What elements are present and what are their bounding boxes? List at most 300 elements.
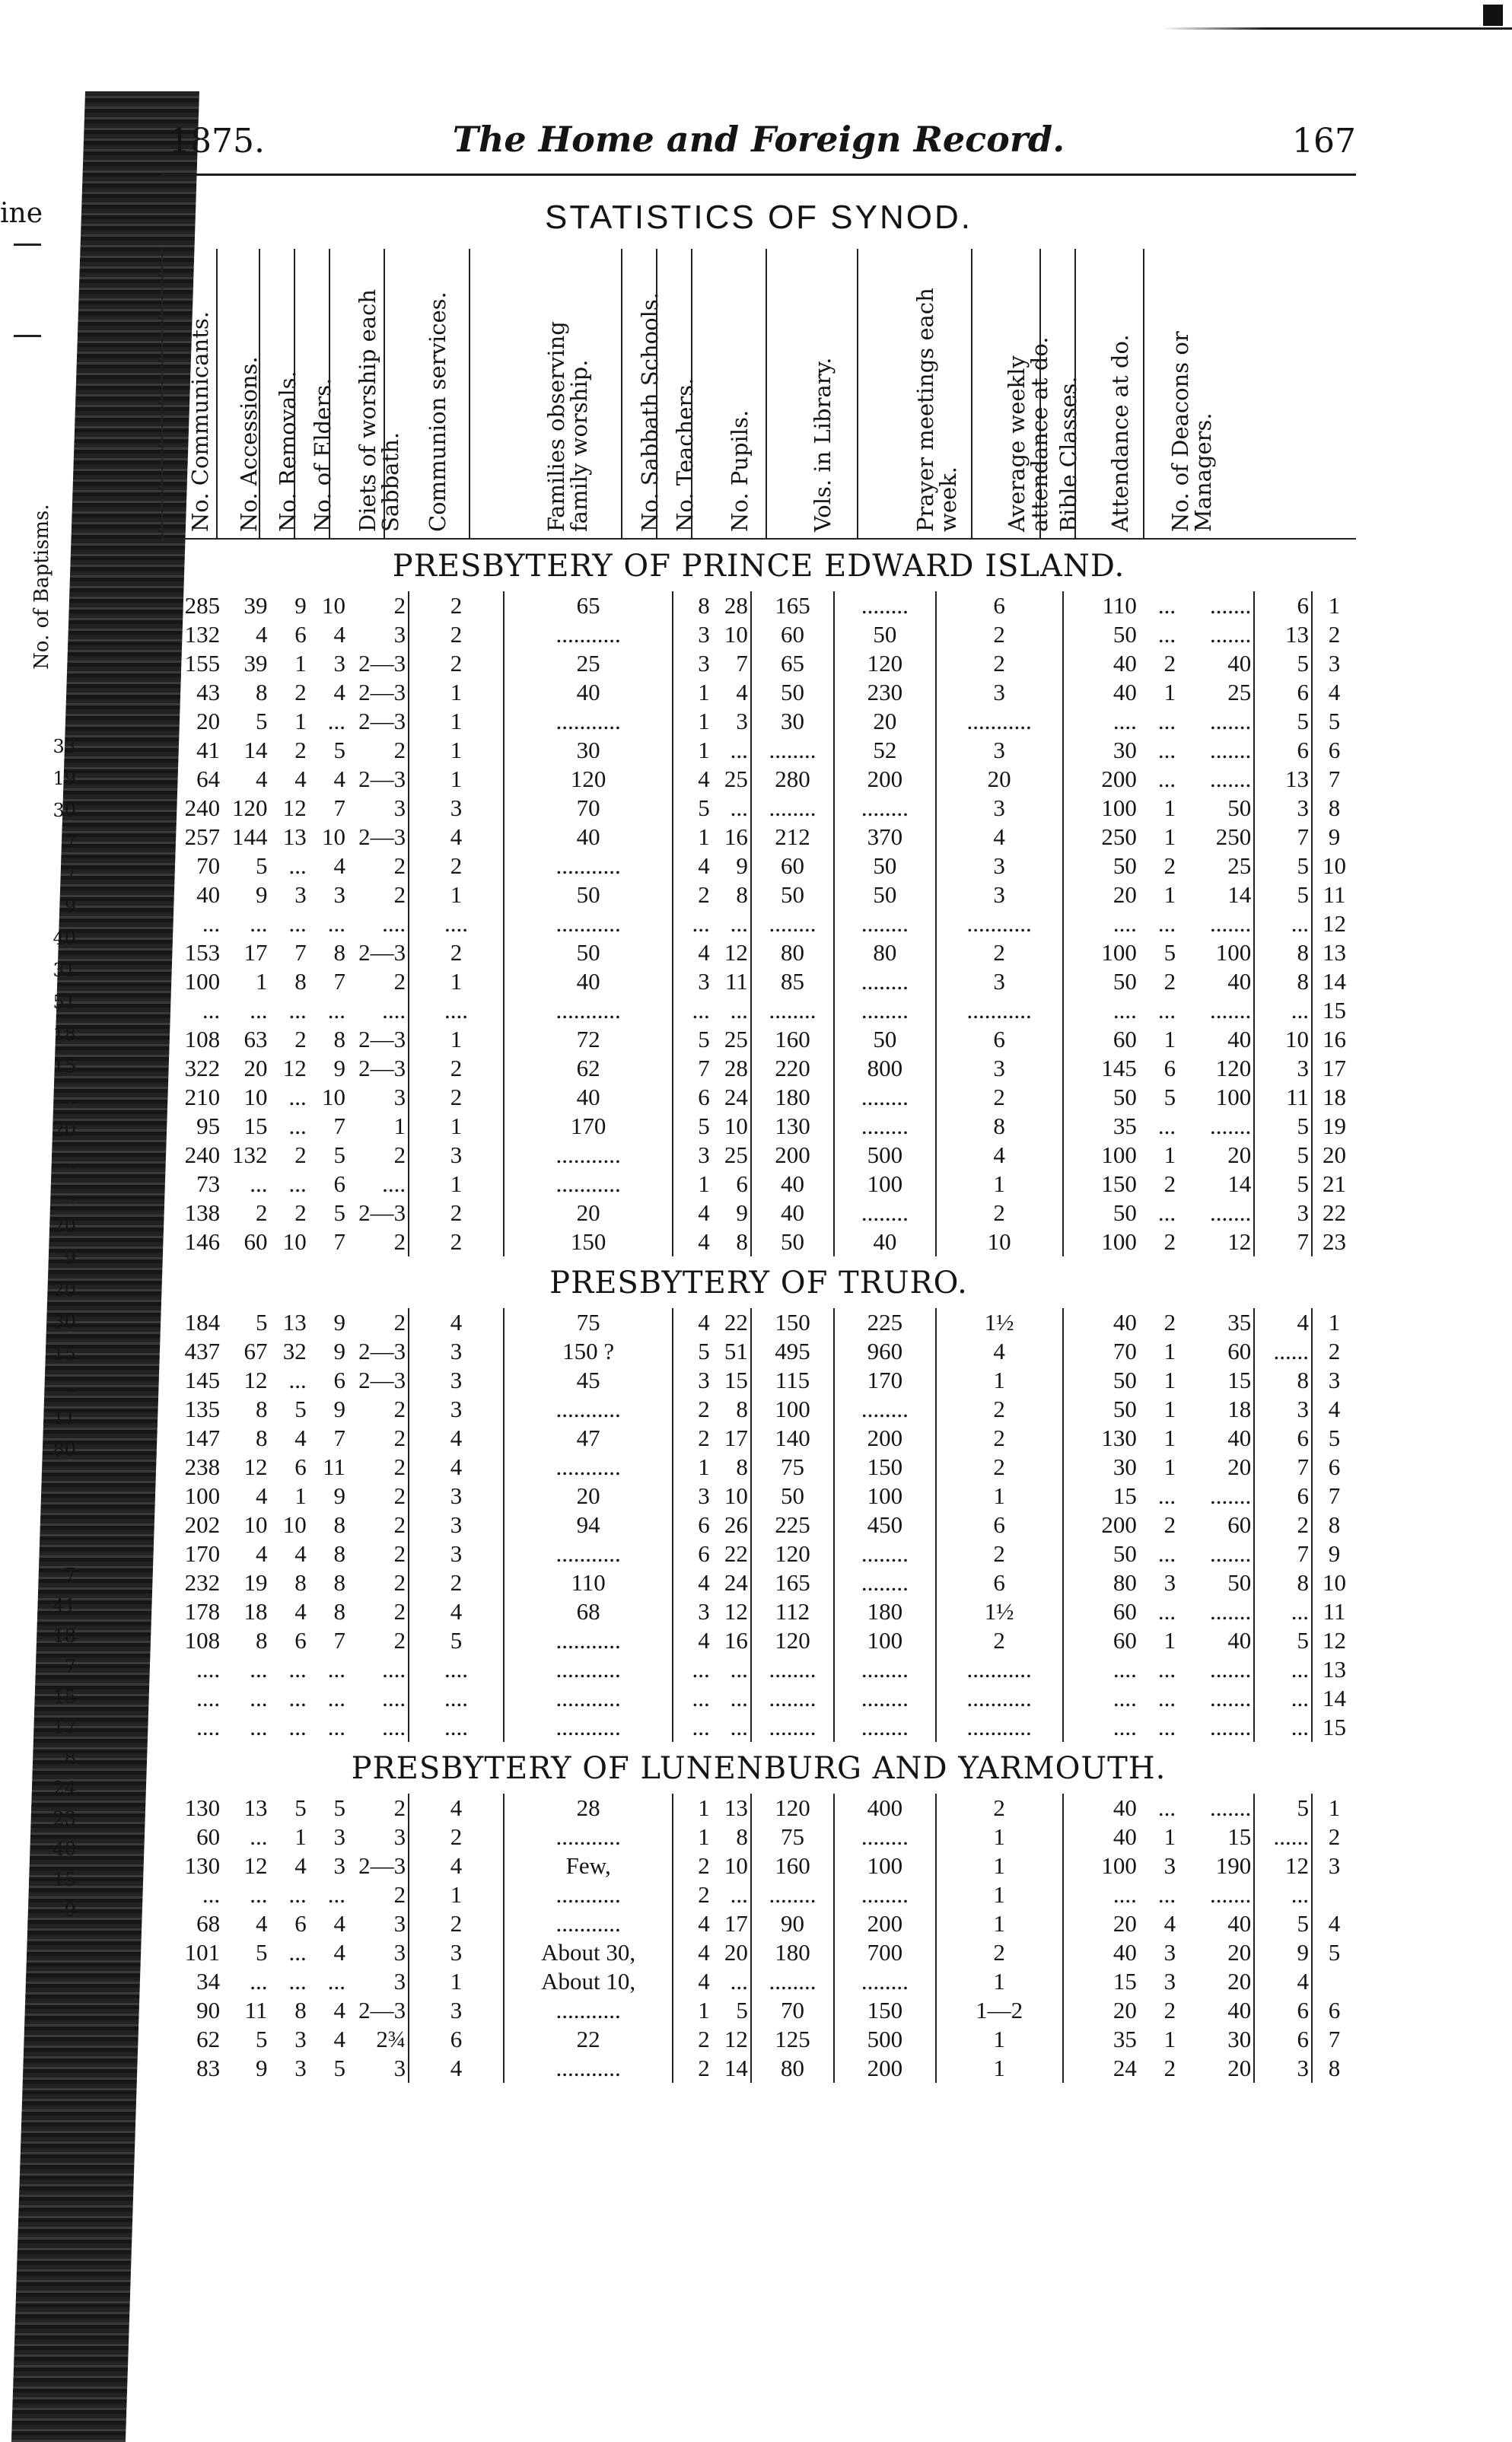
table-cell: 1 (936, 1823, 1063, 1851)
adjacent-page-fragment (0, 0, 84, 2442)
table-cell: ... (673, 909, 711, 938)
table-cell: 100 (834, 1482, 936, 1511)
table-cell: 10 (321, 1084, 345, 1110)
table-cell: 210 (184, 1084, 221, 1110)
table-cell: 1 (936, 1909, 1063, 1938)
margin-number: 20 (53, 1279, 76, 1301)
table-cell: 100 (1063, 938, 1139, 967)
row-number: 4 (1312, 678, 1356, 707)
table-cell: 4 (1254, 1308, 1312, 1337)
table-cell: .... (382, 1170, 406, 1197)
table-cell: 4 (673, 1626, 711, 1655)
table-cell: ....... (1210, 1113, 1252, 1139)
column-heading-text: Attendance at do. (1107, 334, 1133, 532)
table-cell: ... (1254, 996, 1312, 1025)
table-cell: 1 (409, 707, 504, 736)
table-cell: 3 (673, 1141, 711, 1170)
table-cell: 51 (724, 1338, 748, 1364)
table-cell: 8 (256, 1396, 268, 1422)
table-cell: 2 (673, 2025, 711, 2054)
table-cell: 2 (409, 852, 504, 880)
table-cell: 50 (834, 880, 936, 909)
table-cell: 9 (294, 592, 307, 619)
presbytery-heading: PRESBYTERY OF TRURO. (549, 1266, 968, 1301)
table-cell: 65 (504, 591, 673, 620)
table-cell: ........ (751, 1655, 834, 1684)
table-cell: 18 (244, 1598, 268, 1625)
table-cell: ....... (1210, 1199, 1252, 1226)
table-row (161, 1511, 1356, 1539)
table-cell: 1 (936, 2025, 1063, 2054)
table-cell: 200 (834, 1424, 936, 1453)
table-cell: 3 (1254, 794, 1312, 823)
table-cell: 50 (1063, 1366, 1139, 1395)
table-cell: .... (382, 1714, 406, 1740)
table-cell: 60 (1227, 1511, 1252, 1538)
table-cell: 7 (333, 968, 345, 995)
table-cell: 5 (333, 2055, 345, 2081)
scan-edge-top (1162, 0, 1512, 32)
margin-number: 30 (53, 800, 76, 821)
running-head (161, 114, 1356, 167)
table-cell: 63 (244, 1026, 268, 1052)
row-number: 3 (1312, 1366, 1356, 1395)
table-cell: 5 (673, 1025, 711, 1054)
table-cell: .... (409, 1684, 504, 1713)
adjacent-column-values-lower (53, 1560, 76, 1925)
table-cell: 41 (196, 737, 221, 763)
table-cell: 5 (294, 1396, 307, 1422)
table-cell: 3 (936, 736, 1063, 765)
table-cell: 5 (1163, 1084, 1176, 1110)
table-cell: ....... (1210, 1656, 1252, 1683)
table-cell: 40 (1063, 649, 1139, 678)
table-cell: 212 (751, 823, 834, 852)
table-cell: 100 (1215, 939, 1252, 966)
table-cell: 120 (1215, 1055, 1252, 1081)
table-cell: 3 (409, 1482, 504, 1511)
table-cell: 6 (409, 2025, 504, 2054)
margin-number: 18 (53, 1625, 76, 1647)
table-cell: 3 (409, 1366, 504, 1395)
table-cell: 50 (1063, 1395, 1139, 1424)
table-cell: 3 (673, 1482, 711, 1511)
table-cell: 15 (1063, 1482, 1139, 1511)
row-number: 16 (1312, 1025, 1356, 1054)
table-cell: ... (327, 708, 345, 734)
table-cell: 3 (936, 967, 1063, 996)
table-cell: 28 (504, 1794, 673, 1823)
table-cell: 2 (393, 1425, 406, 1451)
row-number: 10 (1312, 1568, 1356, 1597)
column-heading (384, 249, 470, 538)
table-cell: 2 (673, 1851, 711, 1880)
table-cell: ........ (834, 1684, 936, 1713)
table-cell: 100 (1215, 1084, 1252, 1110)
table-cell: .... (409, 1713, 504, 1742)
table-cell: 75 (504, 1308, 673, 1337)
table-cell: 2 (393, 1794, 406, 1821)
table-cell: 50 (834, 620, 936, 649)
table-cell: ........... (504, 1170, 673, 1199)
table-cell: ... (673, 996, 711, 1025)
table-cell: 3 (936, 678, 1063, 707)
table-cell: 165 (751, 591, 834, 620)
table-cell: 8 (736, 1823, 748, 1850)
table-cell: 28 (724, 1055, 748, 1081)
table-cell: .... (196, 1685, 221, 1711)
table-cell: 2—3 (358, 1026, 406, 1052)
table-cell: 7 (333, 1425, 345, 1451)
table-cell: 8 (256, 1627, 268, 1654)
table-cell: 40 (504, 823, 673, 852)
table-cell: 8 (1254, 938, 1312, 967)
table-row (161, 1996, 1356, 2025)
table-cell: 2 (294, 737, 307, 763)
table-cell: 40 (1063, 1794, 1139, 1823)
section-title: STATISTICS OF SYNOD. (545, 199, 972, 236)
column-heading-text: No. Communicants. (187, 311, 213, 532)
column-heading-text: No. Accessions. (236, 356, 262, 532)
table-cell: 50 (834, 1025, 936, 1054)
statistics-table (161, 591, 1356, 1256)
table-cell: 10 (282, 1228, 307, 1255)
table-cell: 2—3 (358, 1055, 406, 1081)
table-cell: 4 (256, 766, 268, 792)
table-cell: ........ (834, 591, 936, 620)
table-cell: .... (382, 1656, 406, 1683)
table-cell: ........ (751, 1713, 834, 1742)
table-cell: 5 (1254, 1794, 1312, 1823)
table-row (161, 1453, 1356, 1482)
table-cell: 1 (294, 650, 307, 677)
row-number: 3 (1312, 649, 1356, 678)
table-cell: ... (250, 1968, 268, 1995)
table-cell: 2 (393, 1453, 406, 1480)
table-cell: 3 (673, 649, 711, 678)
table-cell: 8 (333, 1511, 345, 1538)
table-cell: 10 (1254, 1025, 1312, 1054)
table-cell: ........ (751, 1967, 834, 1996)
table-cell: ... (288, 852, 307, 879)
table-cell: ... (202, 997, 221, 1024)
table-cell: 7 (1254, 823, 1312, 852)
margin-number: 18 (53, 1024, 76, 1045)
table-cell: 8 (294, 1997, 307, 2023)
table-cell: ........ (834, 1967, 936, 1996)
table-cell: ........... (504, 2054, 673, 2083)
table-cell: ........... (504, 1823, 673, 1851)
table-cell: 16 (724, 823, 748, 850)
table-cell: ........... (504, 1626, 673, 1655)
table-cell: 4 (1163, 1910, 1176, 1937)
row-number: 3 (1312, 1851, 1356, 1880)
table-cell: ... (1157, 621, 1176, 648)
table-cell: 2 (294, 1199, 307, 1226)
table-cell: 6 (1254, 1482, 1312, 1511)
row-number: 23 (1312, 1227, 1356, 1256)
table-cell: ... (673, 1655, 711, 1684)
table-cell: 1 (673, 823, 711, 852)
row-number: 2 (1312, 620, 1356, 649)
row-number: 21 (1312, 1170, 1356, 1199)
table-cell: 40 (1227, 650, 1252, 677)
table-row (161, 996, 1356, 1025)
table-cell: 180 (834, 1597, 936, 1626)
table-cell: 8 (736, 1396, 748, 1422)
table-cell: 1 (936, 1967, 1063, 1996)
table-cell: .... (1063, 707, 1139, 736)
table-cell: 28 (724, 592, 748, 619)
table-cell: ... (673, 1684, 711, 1713)
table-cell: 20 (504, 1482, 673, 1511)
table-cell: 5 (673, 1337, 711, 1366)
table-cell: 5 (294, 1794, 307, 1821)
table-cell: ........... (936, 1713, 1063, 1742)
table-cell: 2 (936, 938, 1063, 967)
table-cell: ........... (504, 620, 673, 649)
table-cell: 3 (936, 1054, 1063, 1083)
table-cell: 3 (673, 1366, 711, 1395)
table-cell: .... (409, 996, 504, 1025)
table-cell: 1 (409, 880, 504, 909)
table-cell: 6 (1254, 678, 1312, 707)
row-number: 19 (1312, 1112, 1356, 1141)
table-cell: 6 (673, 1539, 711, 1568)
table-cell: 10 (724, 1113, 748, 1139)
table-cell: 8 (333, 1598, 345, 1625)
table-cell: ... (1157, 1540, 1176, 1567)
table-cell: 2 (1254, 1511, 1312, 1539)
table-cell: ........ (834, 1568, 936, 1597)
table-cell: 2¾ (376, 2026, 406, 2052)
row-number: 18 (1312, 1083, 1356, 1112)
table-cell: ........ (834, 909, 936, 938)
table-cell: 130 (184, 1794, 221, 1821)
table-row (161, 852, 1356, 880)
table-cell: 50 (751, 678, 834, 707)
table-cell: 3 (409, 1511, 504, 1539)
table-cell: 60 (1063, 1626, 1139, 1655)
table-row (161, 2054, 1356, 2083)
table-cell: 232 (184, 1569, 221, 1596)
table-cell: ... (288, 1113, 307, 1139)
column-heading (656, 249, 698, 538)
table-cell: 700 (834, 1938, 936, 1967)
table-cell: ... (1157, 766, 1176, 792)
table-cell: 1 (1163, 1823, 1176, 1850)
table-cell: 800 (834, 1054, 936, 1083)
table-cell: 150 ? (504, 1337, 673, 1366)
table-cell: 1 (936, 1482, 1063, 1511)
table-cell: 9 (333, 1482, 345, 1509)
table-cell: 4 (409, 1424, 504, 1453)
table-cell: ........ (834, 1112, 936, 1141)
table-cell: 60 (751, 620, 834, 649)
margin-number: 31 (53, 960, 76, 981)
table-cell: 10 (244, 1084, 268, 1110)
table-cell: 13 (282, 823, 307, 850)
table-cell: 9 (736, 1199, 748, 1226)
table-cell: ... (730, 1881, 748, 1908)
table-cell: 170 (834, 1366, 936, 1395)
divider (14, 244, 41, 246)
table-cell: ........ (834, 1880, 936, 1909)
table-cell: 43 (196, 679, 221, 705)
table-cell: ... (288, 1656, 307, 1683)
table-cell: 2—3 (358, 823, 406, 850)
table-cell: ........... (504, 852, 673, 880)
table-cell: 2 (294, 1141, 307, 1168)
table-cell: 150 (504, 1227, 673, 1256)
table-cell: 1 (409, 967, 504, 996)
table-cell: 50 (1063, 1199, 1139, 1227)
column-heading (294, 249, 336, 538)
row-number: 17 (1312, 1054, 1356, 1083)
table-cell: 2 (936, 1794, 1063, 1823)
table-cell: ... (1157, 910, 1176, 937)
divider (14, 335, 41, 337)
row-number: 15 (1312, 1713, 1356, 1742)
table-cell: 4 (1254, 1967, 1312, 1996)
table-cell: 22 (504, 2025, 673, 2054)
table-cell: 40 (1227, 1627, 1252, 1654)
table-cell: 14 (1227, 881, 1252, 908)
table-cell: ... (1254, 1655, 1312, 1684)
table-cell: 9 (256, 2055, 268, 2081)
table-cell: 2 (936, 1539, 1063, 1568)
table-cell: 13 (1254, 620, 1312, 649)
table-cell: 70 (504, 794, 673, 823)
table-cell: 3 (294, 2055, 307, 2081)
table-cell: 2—3 (358, 1997, 406, 2023)
table-cell: 2—3 (358, 1199, 406, 1226)
table-cell: 7 (333, 794, 345, 821)
table-cell: ....... (1210, 621, 1252, 648)
table-cell: 14 (244, 737, 268, 763)
table-cell: 2—3 (358, 1852, 406, 1879)
table-cell: 5 (1254, 1170, 1312, 1199)
table-cell: 4 (673, 1568, 711, 1597)
table-cell: 3 (936, 852, 1063, 880)
table-cell: 2 (1163, 852, 1176, 879)
column-headings (161, 249, 1356, 540)
table-cell: 35 (1063, 1112, 1139, 1141)
table-cell: 2 (393, 852, 406, 879)
table-cell: 50 (1063, 620, 1139, 649)
table-row (161, 1967, 1356, 1996)
table-cell: 40 (504, 678, 673, 707)
row-number: 11 (1312, 1597, 1356, 1626)
table-cell: 322 (184, 1055, 221, 1081)
table-cell: 150 (834, 1996, 936, 2025)
table-cell: ........ (834, 1823, 936, 1851)
table-cell: 40 (1227, 1910, 1252, 1937)
table-cell: 4 (333, 679, 345, 705)
table-cell: 25 (724, 1026, 748, 1052)
table-cell: 45 (504, 1366, 673, 1395)
table-cell: 3 (1254, 1054, 1312, 1083)
table-cell: 20 (1063, 1909, 1139, 1938)
table-cell: 17 (724, 1910, 748, 1937)
table-cell: 25 (724, 1141, 748, 1168)
table-cell: 2 (294, 679, 307, 705)
table-cell: 184 (184, 1309, 221, 1336)
table-cell: ... (202, 910, 221, 937)
table-cell: 4 (256, 1540, 268, 1567)
table-cell: .... (196, 1714, 221, 1740)
table-cell: ........... (936, 909, 1063, 938)
table-cell: 67 (244, 1338, 268, 1364)
table-cell: 1 (1163, 1141, 1176, 1168)
table-cell: 24 (1063, 2054, 1139, 2083)
table-cell: ... (250, 1685, 268, 1711)
table-cell: 95 (196, 1113, 221, 1139)
table-cell: 140 (751, 1424, 834, 1453)
table-cell: 7 (294, 939, 307, 966)
table-cell: 1 (1163, 1425, 1176, 1451)
table-cell: 4 (409, 1597, 504, 1626)
table-cell: 25 (724, 766, 748, 792)
margin-number: 15 (53, 1055, 76, 1077)
table-cell: 4 (409, 1851, 504, 1880)
table-cell: 200 (834, 2054, 936, 2083)
table-cell: 2—3 (358, 1367, 406, 1393)
table-cell: 12 (244, 1367, 268, 1393)
table-cell: 40 (834, 1227, 936, 1256)
table-cell: 138 (184, 1199, 221, 1226)
table-cell: 7 (333, 1228, 345, 1255)
table-cell: 4 (409, 1308, 504, 1337)
table-cell: ........ (751, 909, 834, 938)
table-cell: 3 (673, 620, 711, 649)
table-cell: 85 (751, 967, 834, 996)
table-cell: 94 (504, 1511, 673, 1539)
table-cell: 4 (256, 1910, 268, 1937)
table-cell: .... (409, 909, 504, 938)
table-cell: 12 (1227, 1228, 1252, 1255)
margin-number: .. (64, 1375, 76, 1396)
table-cell: 4 (673, 1909, 711, 1938)
table-cell: 437 (184, 1338, 221, 1364)
table-cell: 12 (244, 1852, 268, 1879)
table-row (161, 1083, 1356, 1112)
table-cell: 6 (936, 1568, 1063, 1597)
table-cell: 1 (936, 1880, 1063, 1909)
table-cell: 12 (724, 939, 748, 966)
table-cell: 8 (936, 1112, 1063, 1141)
table-cell: 20 (834, 707, 936, 736)
table-cell: 83 (196, 2055, 221, 2081)
table-cell: 1 (936, 1851, 1063, 1880)
table-cell: 2 (393, 1627, 406, 1654)
table-cell: ... (1157, 997, 1176, 1024)
table-cell: 144 (232, 823, 268, 850)
table-cell: 15 (724, 1367, 748, 1393)
table-cell: 1 (1163, 823, 1176, 850)
table-row (161, 591, 1356, 620)
table-cell: 1 (673, 707, 711, 736)
column-heading (857, 249, 972, 538)
table-cell: 7 (736, 650, 748, 677)
table-cell: 4 (936, 1337, 1063, 1366)
table-cell: 1 (393, 1113, 406, 1139)
table-cell: 100 (184, 1482, 221, 1509)
table-cell: 40 (751, 1199, 834, 1227)
table-cell: About 10, (504, 1967, 673, 1996)
table-cell: ....... (1210, 1881, 1252, 1908)
table-cell: 70 (1063, 1337, 1139, 1366)
